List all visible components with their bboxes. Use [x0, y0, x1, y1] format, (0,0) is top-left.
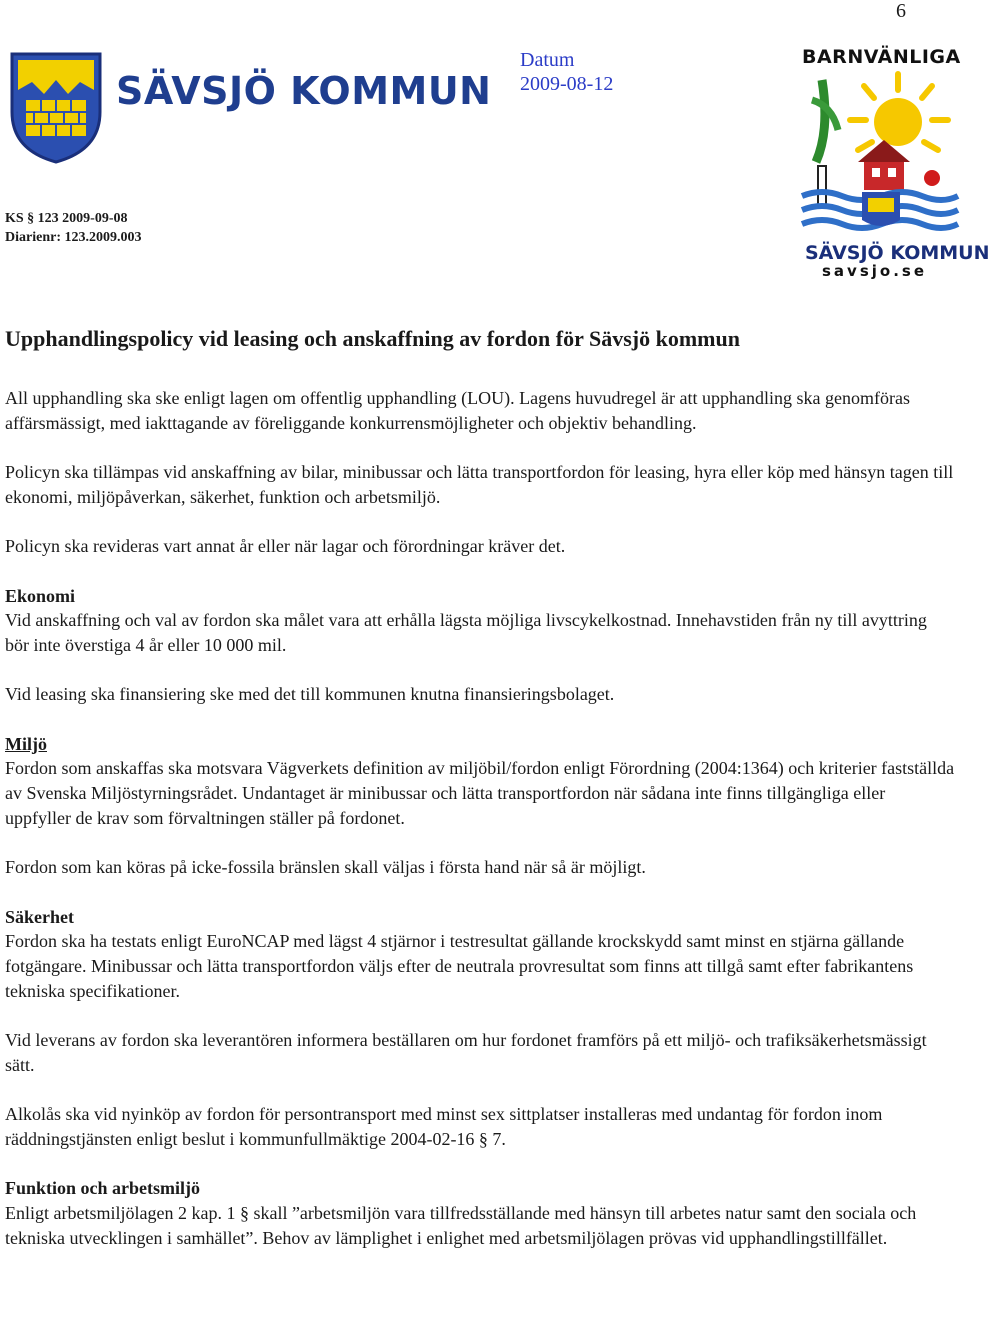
section-funktion	[5, 1176, 955, 1250]
ekonomi-paragraph-1: Vid anskaffning och val av fordon ska målet vara att erhålla lägsta möjliga livscykelkostnad. Innehavstiden från ny till avyttring bör inte överstiga 4 år eller 10 000 mil.	[5, 610, 927, 655]
funktion-heading: Funktion och arbetsmiljö	[5, 1178, 201, 1199]
funktion-paragraph-1: Enligt arbetsmiljölagen 2 kap. 1 § skall ”arbetsmiljön vara tillfredsställande med hänsyn till arbetes natur samt den sociala och tekniska utvecklingen i samhället”. Behov av lämplighet i enlighet med arbetsmiljölagen prövas vid upphandlingstillfället.	[5, 1203, 917, 1248]
sakerhet-paragraph-2: Vid leverans av fordon ska leverantören informera beställaren om hur fordonet framförs på ett miljö- och trafiksäkerhetsmässigt sätt.	[5, 1030, 927, 1075]
website-text: savsjo.se	[822, 262, 928, 280]
page-number: 6	[896, 0, 906, 22]
savsjo-kommun-logo	[8, 44, 492, 169]
ekonomi-paragraph-2: Vid leasing ska finansiering ske med det till kommunen knutna finansieringsbolaget.	[5, 684, 615, 705]
intro-paragraph-3: Policyn ska revideras vart annat år eller när lagar och förordningar kräver det.	[5, 536, 566, 557]
sun-house-lake-icon	[802, 70, 958, 242]
sakerhet-paragraph-3: Alkolås ska vid nyinköp av fordon för persontransport med minst sex sittplatser installeras med undantag för fordon inom räddningstjänsten enligt beslut i kommunfullmäktige 2004-02-16 § 7.	[5, 1104, 883, 1149]
ks-line: KS § 123 2009-09-08	[5, 211, 128, 226]
ekonomi-heading: Ekonomi	[5, 585, 76, 606]
diarienr: Diarienr: 123.2009.003	[5, 230, 142, 245]
sakerhet-paragraph-1: Fordon ska ha testats enligt EuroNCAP med lägst 4 stjärnor i testresultat gällande krockskydd samt minst en stjärna gällande fotgängare. Minibussar och lätta transportfordon väljs efter de neutrala provresultat som finns att tillgå samt efter fabrikantens tekniska specifikationer.	[5, 931, 914, 1001]
barnvanliga-text: BARNVÄNLIGA	[802, 46, 961, 68]
date-value: 2009-08-12	[520, 73, 614, 95]
savsjo-kommun-text: SÄVSJÖ KOMMUN	[805, 242, 990, 264]
date-block	[520, 48, 613, 96]
section-miljo	[5, 732, 955, 831]
miljo-heading: Miljö	[5, 733, 47, 754]
section-ekonomi	[5, 584, 955, 658]
intro-paragraph-2: Policyn ska tillämpas vid anskaffning av bilar, minibussar och lätta transportfordon för leasing, hyra eller köp med hänsyn tagen till ekonomi, miljöpåverkan, säkerhet, funktion och arbetsmiljö.	[5, 462, 954, 507]
logo-wordmark: SÄVSJÖ KOMMUN	[116, 69, 492, 113]
document-title: Upphandlingspolicy vid leasing och anskaffning av fordon för Sävsjö kommun	[5, 326, 740, 351]
section-sakerhet	[5, 905, 955, 1004]
barnvanliga-logo	[802, 44, 990, 282]
ks-reference	[5, 209, 141, 247]
document-body	[5, 386, 955, 1275]
miljo-paragraph-1: Fordon som anskaffas ska motsvara Vägverkets definition av miljöbil/fordon enligt Förordning (2004:1364) och kriterier fastställda av Svenska Miljöstyrningsrådet. Undantaget är minibussar och lätta transportfordon när sådana inte finns tillgängliga eller uppfyller de krav som förvaltningen ställer på fordonet.	[5, 758, 955, 828]
miljo-paragraph-2: Fordon som kan köras på icke-fossila bränslen skall väljas i första hand när så är möjligt.	[5, 857, 646, 878]
date-label: Datum	[520, 49, 575, 71]
sakerhet-heading: Säkerhet	[5, 906, 74, 927]
municipal-crest-icon	[8, 50, 104, 165]
intro-paragraph-1: All upphandling ska ske enligt lagen om offentlig upphandling (LOU). Lagens huvudregel är att upphandling ska genomföras affärsmässigt, med iakttagande av föreliggande konkurrensmöjligheter och objektiv behandling.	[5, 388, 910, 433]
